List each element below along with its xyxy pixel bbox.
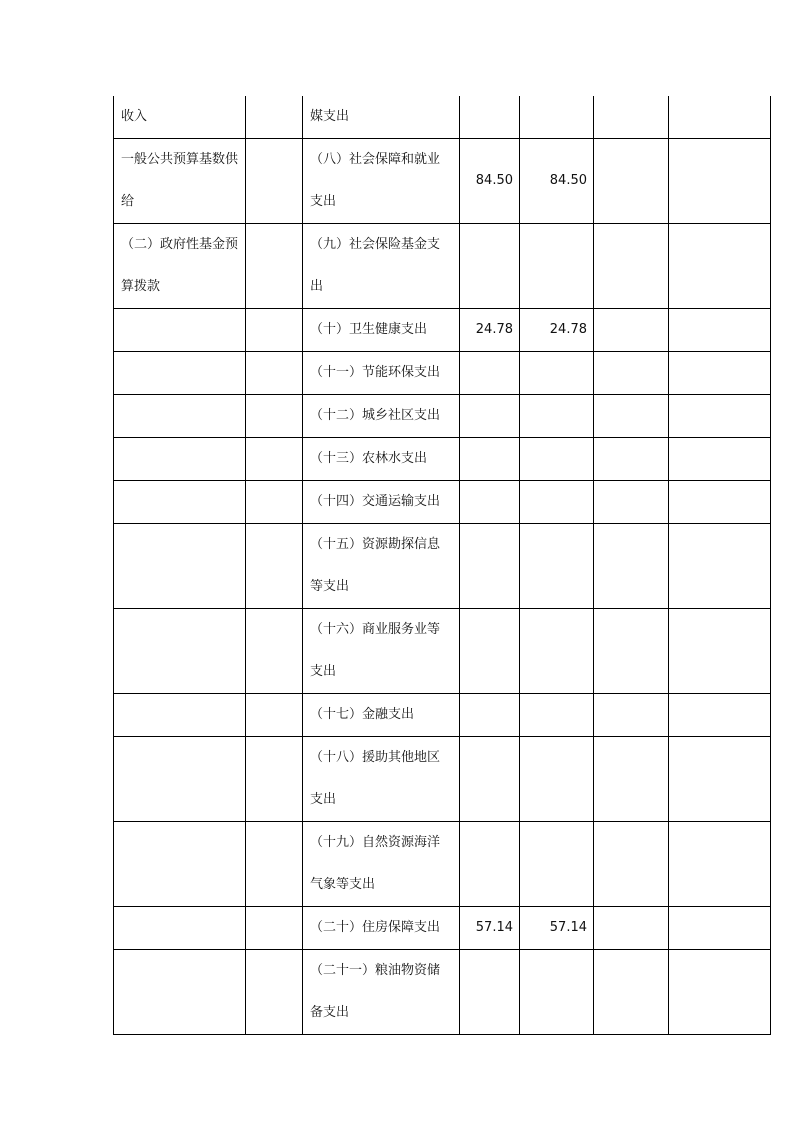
expense-item: （十）卫生健康支出: [303, 309, 460, 352]
expense-general-budget: [520, 609, 594, 694]
expense-total: 57.14: [460, 907, 520, 950]
expense-item: （十八）援助其他地区支出: [303, 737, 460, 822]
expense-fund-budget: [594, 96, 669, 139]
income-item: [114, 950, 246, 1035]
income-item: [114, 907, 246, 950]
expense-other: [669, 822, 771, 907]
income-item: （二）政府性基金预算拨款: [114, 224, 246, 309]
expense-other: [669, 609, 771, 694]
expense-fund-budget: [594, 139, 669, 224]
expense-item: （十七）金融支出: [303, 694, 460, 737]
income-amount: [246, 352, 303, 395]
expense-fund-budget: [594, 481, 669, 524]
income-amount: [246, 737, 303, 822]
table-row: [114, 224, 771, 309]
expense-other: [669, 224, 771, 309]
expense-item: （十九）自然资源海洋气象等支出: [303, 822, 460, 907]
expense-fund-budget: [594, 737, 669, 822]
expense-item: （十六）商业服务业等支出: [303, 609, 460, 694]
expense-other: [669, 438, 771, 481]
expense-fund-budget: [594, 395, 669, 438]
expense-general-budget: [520, 737, 594, 822]
expense-fund-budget: [594, 524, 669, 609]
table-row: [114, 737, 771, 822]
expense-item: （十一）节能环保支出: [303, 352, 460, 395]
expense-total: 84.50: [460, 139, 520, 224]
expense-total: [460, 822, 520, 907]
budget-table: [113, 96, 771, 1035]
expense-fund-budget: [594, 907, 669, 950]
expense-general-budget: [520, 96, 594, 139]
income-item: [114, 481, 246, 524]
expense-other: [669, 524, 771, 609]
expense-total: [460, 950, 520, 1035]
expense-other: [669, 694, 771, 737]
income-amount: [246, 609, 303, 694]
expense-other: [669, 139, 771, 224]
income-amount: [246, 907, 303, 950]
expense-fund-budget: [594, 950, 669, 1035]
income-item: [114, 822, 246, 907]
expense-fund-budget: [594, 438, 669, 481]
income-item: [114, 309, 246, 352]
table-row: [114, 395, 771, 438]
table-row: [114, 822, 771, 907]
expense-total: [460, 694, 520, 737]
expense-item: （二十一）粮油物资储备支出: [303, 950, 460, 1035]
expense-total: [460, 481, 520, 524]
income-item: 收入: [114, 96, 246, 139]
expense-item: （九）社会保险基金支出: [303, 224, 460, 309]
expense-other: [669, 907, 771, 950]
table-row: [114, 96, 771, 139]
income-amount: [246, 438, 303, 481]
expense-fund-budget: [594, 309, 669, 352]
expense-item: （十三）农林水支出: [303, 438, 460, 481]
income-item: [114, 694, 246, 737]
expense-item: （二十）住房保障支出: [303, 907, 460, 950]
income-item: [114, 524, 246, 609]
expense-fund-budget: [594, 822, 669, 907]
expense-item: （十五）资源勘探信息等支出: [303, 524, 460, 609]
income-item: [114, 609, 246, 694]
expense-item: 媒支出: [303, 96, 460, 139]
expense-total: [460, 96, 520, 139]
expense-other: [669, 309, 771, 352]
table-row: [114, 309, 771, 352]
expense-fund-budget: [594, 352, 669, 395]
expense-total: [460, 737, 520, 822]
table-row: [114, 907, 771, 950]
expense-fund-budget: [594, 694, 669, 737]
expense-total: [460, 609, 520, 694]
expense-general-budget: [520, 694, 594, 737]
expense-total: [460, 224, 520, 309]
expense-general-budget: 24.78: [520, 309, 594, 352]
expense-other: [669, 950, 771, 1035]
table-row: [114, 609, 771, 694]
income-amount: [246, 950, 303, 1035]
expense-other: [669, 96, 771, 139]
expense-total: 24.78: [460, 309, 520, 352]
income-item: [114, 395, 246, 438]
income-amount: [246, 822, 303, 907]
income-amount: [246, 309, 303, 352]
expense-fund-budget: [594, 224, 669, 309]
expense-total: [460, 352, 520, 395]
income-item: [114, 737, 246, 822]
income-amount: [246, 96, 303, 139]
income-item: [114, 352, 246, 395]
expense-other: [669, 481, 771, 524]
table-row: [114, 438, 771, 481]
expense-general-budget: [520, 224, 594, 309]
expense-total: [460, 524, 520, 609]
table-row: [114, 481, 771, 524]
expense-total: [460, 438, 520, 481]
table-row: [114, 352, 771, 395]
table-row: [114, 524, 771, 609]
table-row: [114, 139, 771, 224]
expense-other: [669, 395, 771, 438]
expense-general-budget: [520, 438, 594, 481]
expense-general-budget: 84.50: [520, 139, 594, 224]
expense-general-budget: 57.14: [520, 907, 594, 950]
expense-other: [669, 352, 771, 395]
income-amount: [246, 395, 303, 438]
income-amount: [246, 524, 303, 609]
expense-general-budget: [520, 524, 594, 609]
expense-general-budget: [520, 352, 594, 395]
expense-item: （十二）城乡社区支出: [303, 395, 460, 438]
expense-general-budget: [520, 950, 594, 1035]
expense-general-budget: [520, 395, 594, 438]
income-amount: [246, 139, 303, 224]
expense-other: [669, 737, 771, 822]
expense-fund-budget: [594, 609, 669, 694]
income-amount: [246, 481, 303, 524]
expense-general-budget: [520, 822, 594, 907]
income-item: 一般公共预算基数供给: [114, 139, 246, 224]
table-row: [114, 694, 771, 737]
income-amount: [246, 224, 303, 309]
expense-general-budget: [520, 481, 594, 524]
expense-item: （八）社会保障和就业支出: [303, 139, 460, 224]
income-amount: [246, 694, 303, 737]
expense-item: （十四）交通运输支出: [303, 481, 460, 524]
income-item: [114, 438, 246, 481]
expense-total: [460, 395, 520, 438]
table-row: [114, 950, 771, 1035]
